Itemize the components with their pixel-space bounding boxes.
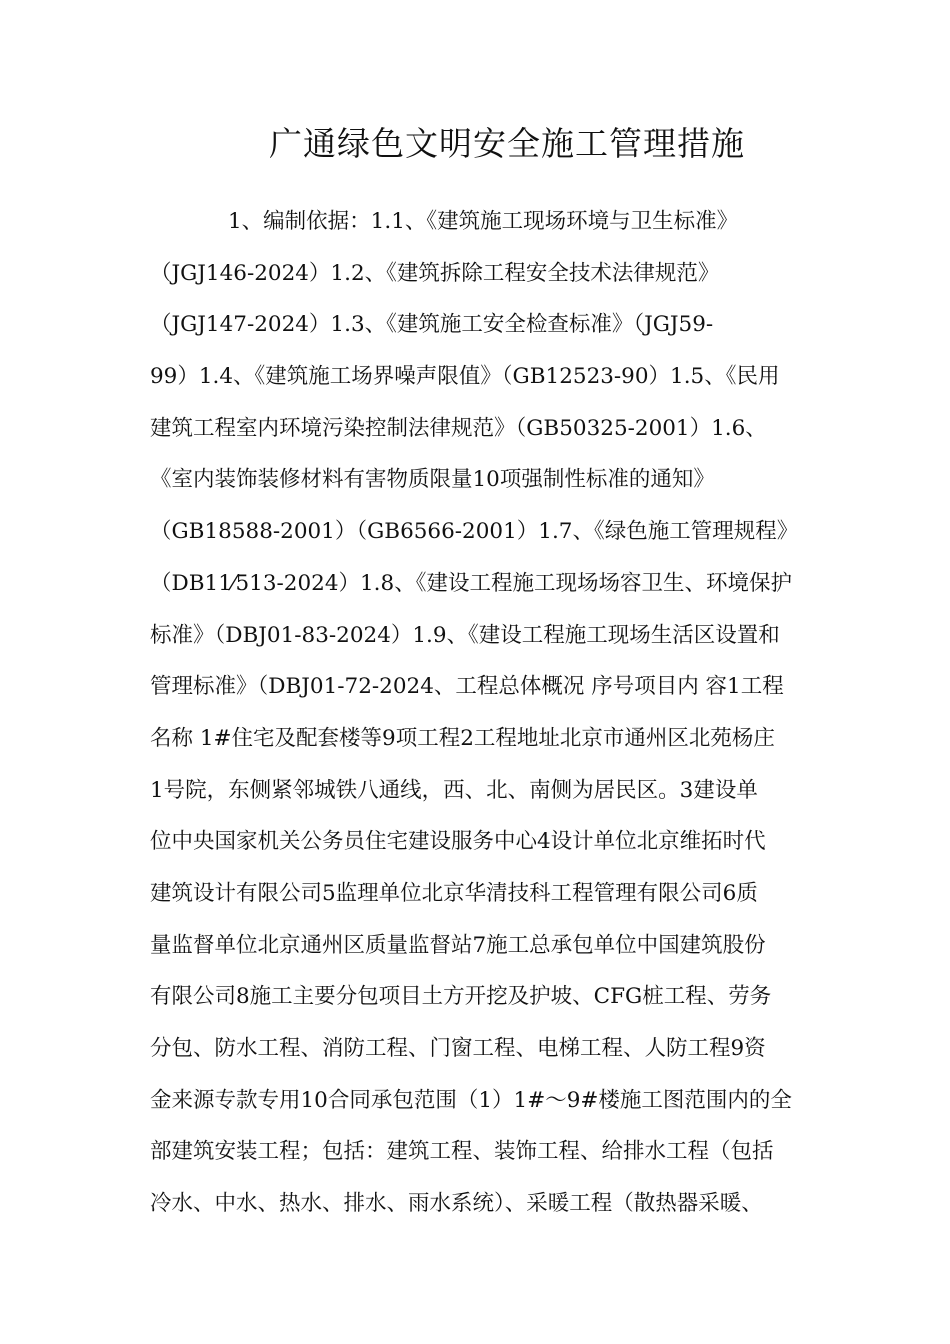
body-line: 1号院，东侧紧邻城铁八通线，西、北、南侧为居民区。3建设单: [150, 777, 758, 803]
body-line: 冷水、中水、热水、排水、雨水系统）、采暖工程（散热器采暖、: [150, 1191, 763, 1217]
body-line: 部建筑安装工程；包括：建筑工程、装饰工程、给排水工程（包括: [150, 1139, 774, 1165]
body-line: 量监督单位北京通州区质量监督站7施工总承包单位中国建筑股份: [150, 932, 766, 958]
body-line: （DB11⁄513-2024）1.8、《建设工程施工现场场容卫生、环境保护: [150, 570, 792, 596]
body-line: 建筑设计有限公司5监理单位北京华清技科工程管理有限公司6质: [150, 880, 758, 906]
body-line: 1、编制依据：1.1、《建筑施工现场环境与卫生标准》: [228, 209, 739, 234]
body-line: 位中央国家机关公务员住宅建设服务中心4设计单位北京维拓时代: [150, 829, 766, 855]
body-line: 管理标准》（DBJ01-72-2024、工程总体概况 序号项目内 容1工程: [150, 674, 784, 700]
body-line: （JGJ147-2024）1.3、《建筑施工安全检查标准》（JGJ59-: [150, 312, 714, 338]
body-line: 99）1.4、《建筑施工场界噪声限值》（GB12523-90）1.5、《民用: [150, 364, 780, 390]
document-title: 广通绿色文明安全施工管理措施: [269, 124, 745, 163]
body-line: 《室内装饰装修材料有害物质限量10项强制性标准的通知》: [150, 467, 715, 493]
body-line: 名称 1#住宅及配套楼等9项工程2工程地址北京市通州区北苑杨庄: [150, 725, 775, 751]
body-line: 建筑工程室内环境污染控制法律规范》（GB50325-2001）1.6、: [150, 415, 767, 441]
body-line: （GB18588-2001）（GB6566-2001）1.7、《绿色施工管理规程》: [150, 519, 799, 545]
body-line: 分包、防水工程、消防工程、门窗工程、电梯工程、人防工程9资: [150, 1036, 766, 1061]
body-line: 金来源专款专用10合同承包范围（1）1#～9#楼施工图范围内的全: [150, 1087, 792, 1113]
document-body: [150, 196, 810, 1230]
body-line: 标准》（DBJ01-83-2024）1.9、《建设工程施工现场生活区设置和: [150, 622, 780, 648]
body-line: 有限公司8施工主要分包项目土方开挖及护坡、CFG桩工程、劳务: [150, 984, 772, 1010]
body-line: （JGJ146-2024）1.2、《建筑拆除工程安全技术法律规范》: [150, 260, 720, 286]
